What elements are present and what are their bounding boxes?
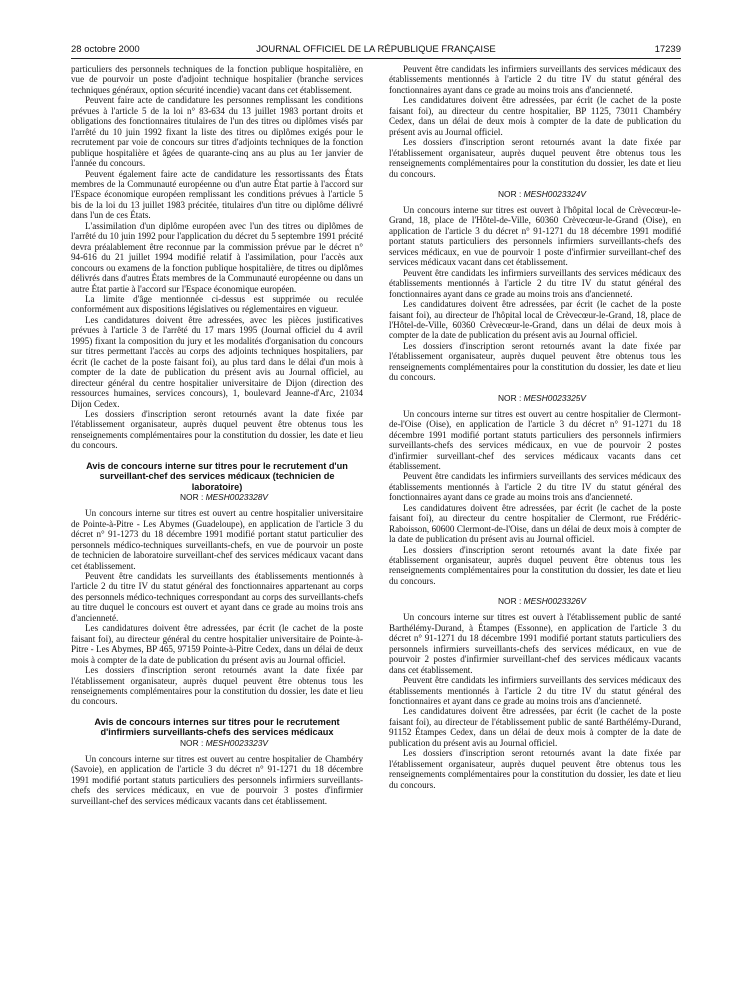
paragraph: Les candidatures doivent être adressées, par écrit (le cachet de la poste faisant foi), au directeur de l'établissement public de santé Barthélémy-Durand, 91152 Étampes Cedex, dans un délai de deux mois à compter de la date de publication du présent avis au Journal officiel.: [389, 706, 681, 748]
nor-code: MESH0023324V: [523, 188, 586, 199]
nor-code: MESH0023328V: [205, 492, 268, 503]
paragraph: Peuvent être candidats les infirmiers surveillants des services médicaux des établissements mentionnés à l'article 2 du titre IV du statut général des fonctionnaires ayant dans ce grade au moins trois ans d'ancienneté.: [389, 64, 681, 95]
paragraph: Un concours interne sur titres est ouvert au centre hospitalier universitaire de Pointe-à-Pitre - Les Abymes (Guadeloupe), en application de l'article 3 du décret n° 91-1273 du 18 décembre 1991 modifié portant statut particulier des personnels médico-techniques surveillants-chefs, en vue de pourvoir un poste de technicien de laboratoire surveillant-chef des services médicaux vacant dans cet établissement.: [71, 508, 363, 571]
paragraph: Un concours interne sur titres est ouvert à l'établissement public de santé Barthélémy-Durand, à Étampes (Essonne), en application de l'article 3 du décret n° 91-1271 du 18 décembre 1991 modifié portant statuts particuliers des personnels infirmiers surveillants-chefs des services médicaux, en vue de pourvoir 2 postes d'infirmier surveillant-chef des services médicaux vacants dans cet établissement.: [389, 612, 681, 675]
paragraph: Les dossiers d'inscription seront retournés avant la date fixée par l'établissement organisateur, auprès duquel peuvent être obtenus tous les renseignements complémentaires pour la constitution du dossier, les date et lieu du concours.: [71, 408, 363, 451]
paragraph: Les dossiers d'inscription seront retournés avant la date fixée par établissement organisateur, auprès duquel peuvent être obtenus tous les renseignements complémentaires pour la constitution du dossier, les date et lieu du concours.: [389, 544, 681, 586]
paragraph: Peuvent également faire acte de candidature les ressortissants des États membres de la Communauté européenne ou d'un autre État partie à l'accord sur l'Espace économique européen remplissant les conditions prévues à l'article 5 bis de la loi du 13 juillet 1983 précitée, titulaires d'un titre ou diplôme délivré dans l'un de ces États.: [71, 168, 363, 221]
paragraph: Un concours interne sur titres est ouvert au centre hospitalier de Chambéry (Savoie), en application de l'article 3 du décret n° 91-1271 du 18 décembre 1991 modifié portant statuts particuliers des personnels infirmiers surveillants-chefs des services médicaux, en vue de pourvoir 3 postes d'infirmier surveillant-chef des services médicaux vacants dans cet établissement.: [71, 753, 363, 806]
paragraph: Peuvent faire acte de candidature les personnes remplissant les conditions prévues à l'article 5 de la loi n° 83-634 du 13 juillet 1983 portant droits et obligations des fonctionnaires titulaires de l'un des titres ou diplômes visés par l'arrêté du 10 juin 1992 fixant la liste des titres ou diplômes exigés pour le recrutement par voie de concours sur titres d'adjoints techniques de la fonction publique hospitalière et âgées de quarante-cinq ans au plus au 1er janvier de l'année du concours.: [71, 95, 363, 169]
nor-reference: [389, 393, 681, 404]
paragraph: Un concours interne sur titres est ouvert au centre hospitalier de Clermont-de-l'Oise (Oise), en application de l'article 3 du décret n° 91-1271 du 18 décembre 1991 modifié portant statuts particuliers des personnels infirmiers surveillants-chefs des services médicaux, en vue de pourvoir 2 postes d'infirmier surveillant-chef des services médicaux vacants dans cet établissement.: [389, 408, 681, 471]
paragraph: Les dossiers d'inscription seront retournés avant la date fixée par l'établissement organisateur, auprès duquel peuvent être obtenus tous les renseignements complémentaires pour la constitution du dossier, les date et lieu du concours.: [389, 137, 681, 179]
paragraph: Peuvent être candidats les infirmiers surveillants des services médicaux des établissements mentionnés à l'article 2 du titre IV du statut général des fonctionnaires ayant dans ce grade au moins trois ans d'ancienneté.: [389, 471, 681, 503]
nor-reference: [389, 596, 681, 607]
paragraph: Peuvent être candidats les infirmiers surveillants des services médicaux des établissements mentionnés à l'article 2 du titre IV du statut général des fonctionnaires et ayant dans ce grade au moins trois ans d'ancienneté.: [389, 675, 681, 707]
header-journal-title: JOURNAL OFFICIEL DE LA RÉPUBLIQUE FRANÇAISE: [256, 44, 496, 55]
header-date: 28 octobre 2000: [71, 44, 140, 55]
paragraph: particuliers des personnels techniques de la fonction publique hospitalière, en vue de pourvoir un poste d'adjoint technique hospitalier (branche services techniques généraux, option sécurité incendie) vacant dans cet établissement.: [71, 64, 363, 95]
nor-code: MESH0023325V: [523, 392, 586, 403]
header-rule: [71, 58, 681, 59]
paragraph: Les dossiers d'inscription seront retournés avant la date fixée par l'établissement organisateur, auprès duquel peuvent être obtenus tous les renseignements complémentaires pour la constitution du dossier, les date et lieu du concours.: [389, 340, 681, 383]
nor-label: NOR :: [498, 596, 524, 607]
paragraph: Les dossiers d'inscription seront retournés avant la date fixée par l'établissement organisateur, auprès duquel peuvent être obtenus tous les renseignements complémentaires pour la constitution du dossier, les date et lieu du concours.: [389, 748, 681, 790]
left-column: [71, 64, 363, 806]
paragraph: L'assimilation d'un diplôme européen avec l'un des titres ou diplômes de l'arrêté du 10 juin 1992 pour l'application du décret du 5 septembre 1991 précité devra préalablement être reconnue par la commission prévue par le décret n° 94-616 du 21 juillet 1994 modifié relatif à l'assimilation, pour l'accès aux concours ou examens de la fonction publique hospitalière, de titres ou diplômes délivrés dans d'autres États membres de la Communauté européenne ou dans un autre État partie à l'accord sur l'Espace économique européen.: [71, 220, 363, 294]
notice-title: Avis de concours interne sur titres pour le recrutement d'un surveillant-chef des services médicaux (technicien de laboratoire): [86, 460, 348, 492]
paragraph: Peuvent être candidats les infirmiers surveillants des services médicaux des établissements mentionnés à l'article 2 du titre IV du statut général des fonctionnaires ayant dans ce grade au moins trois ans d'ancienneté.: [389, 267, 681, 299]
notice-title: Avis de concours internes sur titres pour le recrutement d'infirmiers surveillants-chefs des services médicaux: [94, 716, 340, 738]
nor-reference: [389, 189, 681, 200]
nor-label: NOR :: [498, 188, 524, 199]
paragraph: Les candidatures doivent être adressées, avec les pièces justificatives prévues à l'article 3 de l'arrêté du 17 mars 1995 (Journal officiel du 4 avril 1995) fixant la composition du jury et les modalités d'organisation du concours sur titres permettant l'accès au corps des adjoints techniques hospitaliers, par écrit (le cachet de la poste faisant foi), au plus tard dans le délai d'un mois à compter de la date de publication du présent avis au Journal officiel, au directeur général du centre hospitalier universitaire de Dijon (direction des ressources humaines, services concours), 1, boulevard Jeanne-d'Arc, 21034 Dijon Cedex.: [71, 314, 363, 409]
paragraph: Les candidatures doivent être adressées, par écrit (le cachet de la poste faisant foi), au directeur du centre hospitalier, BP 1125, 73011 Chambéry Cedex, dans un délai de deux mois à compter de la date de publication du présent avis au Journal officiel.: [389, 95, 681, 137]
paragraph: Les dossiers d'inscription seront retournés avant la date fixée par l'établissement organisateur, auprès duquel peuvent être obtenus tous les renseignements complémentaires pour la constitution du dossier, les date et lieu du concours.: [71, 665, 363, 707]
paragraph: Les candidatures doivent être adressées, par écrit (le cachet de la poste faisant foi), au directeur général du centre hospitalier universitaire de Pointe-à-Pitre - Les Abymes, BP 465, 97159 Pointe-à-Pitre Cedex, dans un délai de deux mois à compter de la date de publication du présent avis au Journal officiel.: [71, 623, 363, 665]
header-page-number: 17239: [654, 44, 681, 55]
nor-label: NOR :: [180, 492, 206, 503]
nor-code: MESH0023323V: [205, 737, 268, 748]
page-header: [71, 44, 681, 58]
paragraph: Les candidatures doivent être adressées, par écrit (le cachet de la poste faisant foi), au directeur de l'hôpital local de Crèvecœur-le-Grand, 18, place de l'Hôtel-de-Ville, 60360 Crèvecœur-le-Grand, dans un délai de deux mois à compter de la date de publication du présent avis au Journal officiel.: [389, 299, 681, 341]
paragraph: Les candidatures doivent être adressées, par écrit (le cachet de la poste faisant foi), au directeur du centre hospitalier de Clermont, rue Frédéric-Raboisson, 60600 Clermont-de-l'Oise, dans un délai de deux mois à compter de la date de publication du présent avis au Journal officiel.: [389, 502, 681, 545]
paragraph: Un concours interne sur titres est ouvert à l'hôpital local de Crèvecœur-le-Grand, 18, place de l'Hôtel-de-Ville, 60360 Crèvecœur-le-Grand (Oise), en application de l'article 3 du décret n° 91-1271 du 18 décembre 1991 modifié portant statuts particuliers des personnels infirmiers surveillants-chefs des services médicaux, en vue de pourvoir 1 poste d'infirmier surveillant-chef des services médicaux vacant dans cet établissement.: [389, 204, 681, 268]
nor-code: MESH0023326V: [523, 596, 586, 607]
right-column: [389, 64, 681, 790]
paragraph: Peuvent être candidats les surveillants des établissements mentionnés à l'article 2 du titre IV du statut général des fonctionnaires appartenant au corps des personnels médico-techniques correspondant au corps des surveillants-chefs au titre duquel le concours est ouvert et ayant dans ce grade au moins trois ans d'ancienneté.: [71, 570, 363, 623]
nor-label: NOR :: [180, 737, 206, 748]
paragraph: La limite d'âge mentionnée ci-dessus est supprimée ou reculée conformément aux dispositions législatives ou réglementaires en vigueur.: [71, 293, 363, 315]
nor-label: NOR :: [498, 392, 524, 403]
nor-reference: [71, 492, 363, 503]
nor-reference: [71, 738, 363, 749]
